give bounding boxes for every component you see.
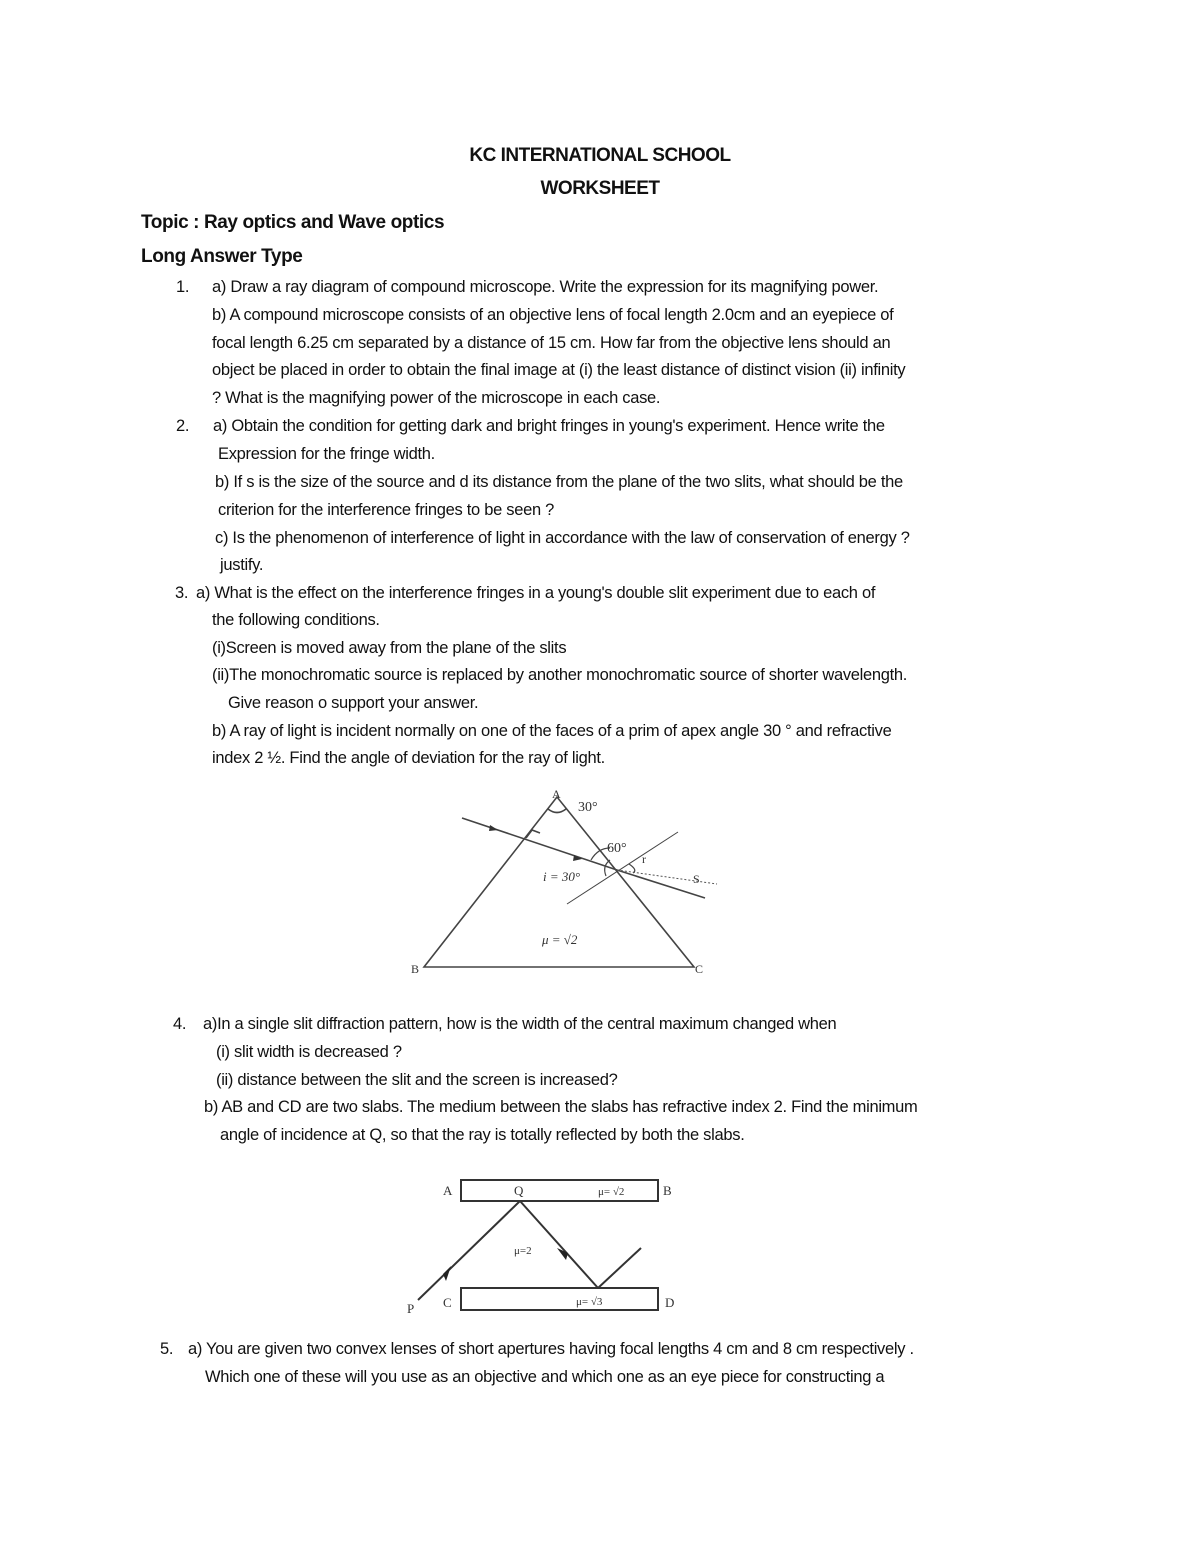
- question-line: Give reason o support your answer.: [228, 694, 479, 712]
- question-line: criterion for the interference fringes to be seen ?: [218, 501, 554, 519]
- question-number: 1.: [176, 278, 190, 296]
- question-line: index 2 ½. Find the angle of deviation for the ray of light.: [212, 749, 605, 767]
- question-line: a)In a single slit diffraction pattern, how is the width of the central maximum changed when: [203, 1015, 837, 1033]
- question-line: a) You are given two convex lenses of short apertures having focal lengths 4 cm and 8 cm respectively .: [188, 1340, 914, 1358]
- label-b: B: [411, 962, 420, 976]
- question-line: a) Draw a ray diagram of compound microscope. Write the expression for its magnifying power.: [212, 278, 879, 296]
- arrow-icon: [489, 825, 498, 831]
- label-a: A: [552, 787, 561, 801]
- topic-heading: Topic : Ray optics and Wave optics: [141, 212, 445, 233]
- worksheet-title: WORKSHEET: [540, 178, 660, 199]
- label-a: A: [443, 1183, 453, 1198]
- slab-ab: [461, 1180, 658, 1201]
- label-mu: μ = √2: [542, 932, 578, 947]
- question-line: Expression for the fringe width.: [218, 445, 435, 463]
- question-number: 2.: [176, 417, 190, 435]
- label-mu-bottom: μ= √3: [576, 1296, 603, 1308]
- slab-diagram: [395, 1170, 695, 1320]
- question-line: Which one of these will you use as an objective and which one as an eye piece for constructing a: [205, 1368, 885, 1386]
- question-line: (ii)The monochromatic source is replaced by another monochromatic source of shorter wavelength.: [212, 666, 908, 684]
- label-c: C: [443, 1295, 452, 1310]
- school-name: KC INTERNATIONAL SCHOOL: [469, 145, 731, 166]
- question-number: 4.: [173, 1015, 187, 1033]
- label-d: D: [665, 1295, 675, 1310]
- section-heading: Long Answer Type: [141, 246, 303, 267]
- question-line: (ii) distance between the slit and the screen is increased?: [216, 1071, 618, 1089]
- question-number: 3.: [175, 584, 189, 602]
- question-line: b) A ray of light is incident normally on one of the faces of a prim of apex angle 30 ° and refractive: [212, 722, 892, 740]
- question-line: b) If s is the size of the source and d its distance from the plane of the two slits, what should be the: [215, 473, 903, 491]
- question-line: focal length 6.25 cm separated by a distance of 15 cm. How far from the objective lens should an: [212, 334, 891, 352]
- label-c: C: [695, 962, 704, 976]
- label-mu-top: μ= √2: [598, 1186, 625, 1198]
- prism-diagram: [400, 780, 730, 980]
- label-60: 60°: [607, 841, 627, 856]
- question-line: a) Obtain the condition for getting dark and bright fringes in young's experiment. Hence write the: [213, 417, 885, 435]
- question-line: a) What is the effect on the interference fringes in a young's double slit experiment due to each of: [196, 584, 876, 602]
- label-b: B: [663, 1183, 672, 1198]
- slab-cd: [461, 1288, 658, 1310]
- question-line: ? What is the magnifying power of the microscope in each case.: [212, 389, 661, 407]
- label-mu-middle: μ=2: [514, 1245, 532, 1257]
- question-line: (i)Screen is moved away from the plane of the slits: [212, 639, 567, 657]
- question-line: angle of incidence at Q, so that the ray is totally reflected by both the slabs.: [220, 1126, 745, 1144]
- arrow-icon: [443, 1266, 451, 1281]
- question-line: the following conditions.: [212, 611, 380, 629]
- label-q: Q: [514, 1183, 524, 1198]
- question-line: b) AB and CD are two slabs. The medium between the slabs has refractive index 2. Find the minimum: [204, 1098, 918, 1116]
- question-line: c) Is the phenomenon of interference of light in accordance with the law of conservation of energy ?: [215, 529, 910, 547]
- question-line: object be placed in order to obtain the final image at (i) the least distance of distinct vision (ii) infinity: [212, 361, 906, 379]
- question-line: justify.: [220, 556, 264, 574]
- label-incidence: i = 30°: [543, 869, 581, 884]
- question-line: b) A compound microscope consists of an objective lens of focal length 2.0cm and an eyepiece of: [212, 306, 894, 324]
- question-number: 5.: [160, 1340, 174, 1358]
- label-r: r: [642, 852, 646, 866]
- label-p: P: [407, 1301, 415, 1316]
- label-apex-angle: 30°: [578, 800, 598, 815]
- question-line: (i) slit width is decreased ?: [216, 1043, 402, 1061]
- label-s: S: [693, 872, 700, 886]
